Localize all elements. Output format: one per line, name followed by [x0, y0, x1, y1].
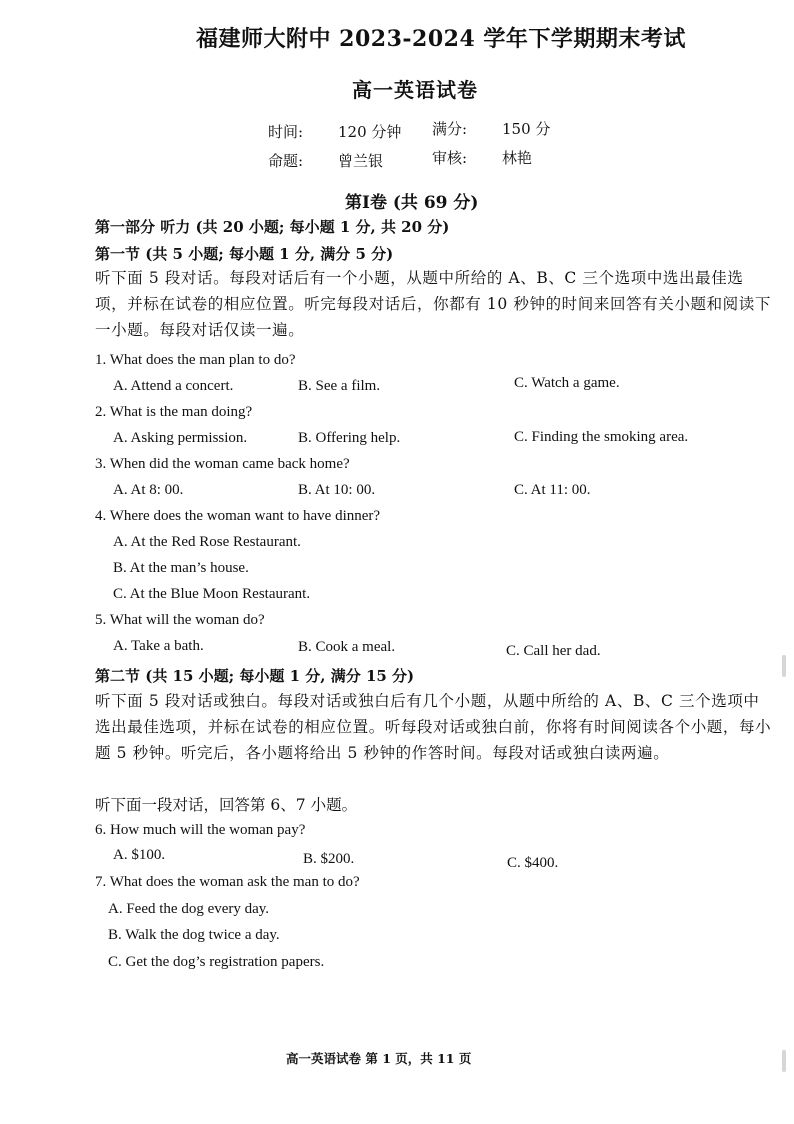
time-label: 时间: [268, 123, 304, 141]
author-label: 命题: [268, 152, 304, 170]
score-value: 150 分 [502, 120, 551, 138]
question-1-option-c: C. Watch a game. [514, 375, 620, 391]
question-2-option-b: B. Offering help. [298, 430, 401, 446]
question-3-option-b: B. At 10: 00. [298, 482, 376, 498]
dialog-intro: 听下面一段对话，回答第 6、7 小题。 [95, 796, 358, 814]
section1-instruction: 听下面 5 段对话。每段对话后有一个小题，从题中所给的 A、B、C 三个选项中选出最佳选项，并标在试卷的相应位置。听完每段对话后，你都有 10 秒钟的时间来回答有关小题和阅读下一小题。每段对话仅读一遍。 [95, 269, 771, 339]
question-6-option-c: C. $400. [507, 855, 559, 871]
scan-mark [782, 1050, 786, 1072]
question-5-option-a: A. Take a bath. [113, 638, 204, 654]
question-5-option-b: B. Cook a meal. [298, 639, 396, 655]
question-7-stem: 7. What does the woman ask the man to do? [95, 874, 360, 890]
question-7-option-c: C. Get the dog’s registration papers. [108, 954, 325, 970]
part1-title: 第一部分 听力 (共 20 小题; 每小题 1 分, 共 20 分) [95, 218, 450, 236]
question-4-option-c: C. At the Blue Moon Restaurant. [113, 586, 311, 602]
question-5-option-c: C. Call her dad. [506, 643, 601, 659]
question-6-option-b: B. $200. [303, 851, 355, 867]
reviewer-value: 林艳 [502, 149, 533, 167]
question-6-stem: 6. How much will the woman pay? [95, 822, 306, 838]
question-5-stem: 5. What will the woman do? [95, 612, 265, 628]
question-3-stem: 3. When did the woman came back home? [95, 456, 350, 472]
question-2-stem: 2. What is the man doing? [95, 404, 253, 420]
reviewer-label: 审核: [432, 149, 468, 167]
question-1-stem: 1. What does the man plan to do? [95, 352, 296, 368]
exam-subtitle: 高一英语试卷 [352, 78, 478, 102]
section2-title: 第二节 (共 15 小题; 每小题 1 分, 满分 15 分) [95, 667, 415, 685]
scan-mark [782, 655, 786, 677]
exam-title: 福建师大附中 2023-2024 学年下学期期末考试 [196, 26, 686, 52]
question-1-option-b: B. See a film. [298, 378, 381, 394]
question-1-option-a: A. Attend a concert. [113, 378, 234, 394]
question-3-option-a: A. At 8: 00. [113, 482, 184, 498]
question-4-stem: 4. Where does the woman want to have dinner? [95, 508, 381, 524]
score-label: 满分: [432, 120, 468, 138]
question-7-option-a: A. Feed the dog every day. [108, 901, 270, 917]
question-4-option-b: B. At the man’s house. [113, 560, 249, 576]
author-value: 曾兰银 [338, 152, 384, 170]
page-footer: 高一英语试卷 第 1 页，共 11 页 [286, 1051, 472, 1066]
volume-title: 第I卷 (共 69 分) [345, 193, 479, 213]
question-4-option-a: A. At the Red Rose Restaurant. [113, 534, 301, 550]
time-value: 120 分钟 [338, 123, 402, 141]
question-3-option-c: C. At 11: 00. [514, 482, 591, 498]
question-6-option-a: A. $100. [113, 847, 166, 863]
section2-instruction: 听下面 5 段对话或独白。每段对话或独白后有几个小题，从题中所给的 A、B、C 三个选项中选出最佳选项，并标在试卷的相应位置。听每段对话或独白前，你将有时间阅读各个小题，每小题 5 秒钟。听完后，各小题将给出 5 秒钟的作答时间。每段对话或独白读两遍。 [95, 692, 772, 762]
question-7-option-b: B. Walk the dog twice a day. [108, 927, 280, 943]
question-2-option-c: C. Finding the smoking area. [514, 429, 689, 445]
section1-title: 第一节 (共 5 小题; 每小题 1 分, 满分 5 分) [95, 245, 394, 263]
question-2-option-a: A. Asking permission. [113, 430, 248, 446]
